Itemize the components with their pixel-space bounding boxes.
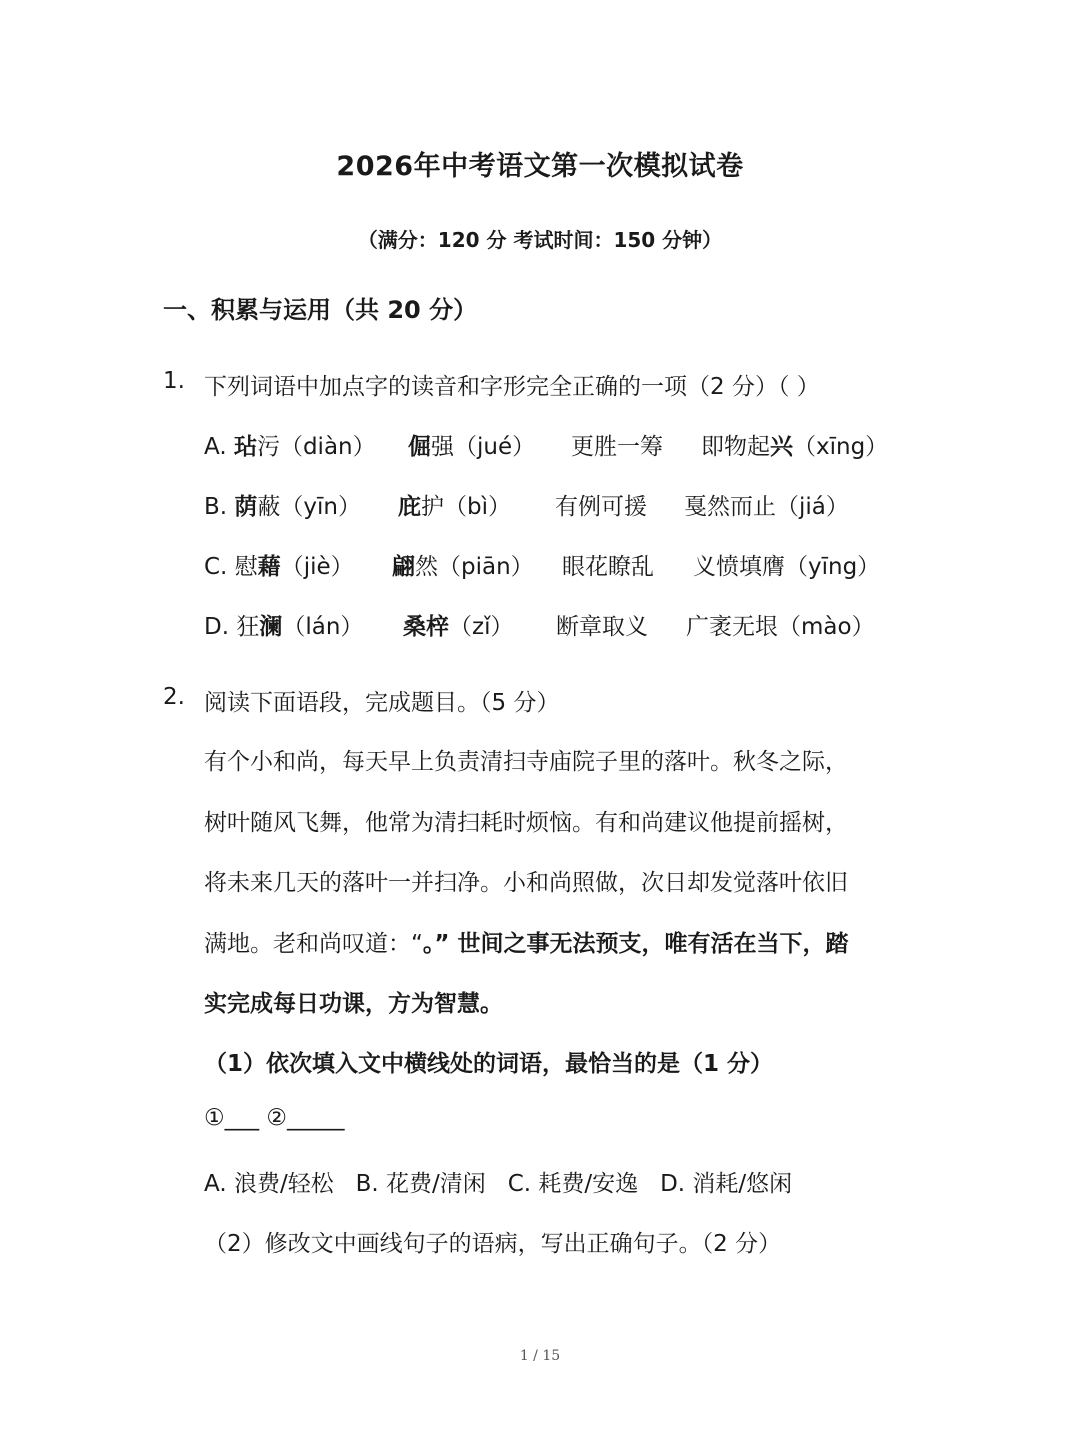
option-word-2: 桑梓（zǐ） (403, 614, 514, 640)
question-stem-2: 阅读下面语段，完成题目。（5 分） (204, 690, 560, 716)
option-word-4: 义愤填膺（yīng） (693, 554, 881, 580)
option-row-d (204, 608, 964, 642)
option-word-2: 倔强（jué） (408, 434, 536, 460)
option-word-3: 有例可援 (555, 494, 647, 520)
passage-line: 满地。老和尚叹道：“。” 世间之事无法预支，唯有活在当下，踏 (204, 931, 849, 957)
passage-line: 有个小和尚，每天早上负责清扫寺庙院子里的落叶。秋冬之际， (204, 749, 848, 775)
option-word-3: 眼花瞭乱 (562, 554, 654, 580)
option-letter: A. 玷污（diàn） (204, 434, 376, 460)
option-row-b (204, 488, 964, 522)
passage-line: 实完成每日功课，方为智慧。 (204, 991, 503, 1017)
sub-question-1-options: A. 浪费/轻松 B. 花费/清闲 C. 耗费/安逸 D. 消耗/悠闲 (204, 1171, 793, 1197)
option-word-3: 更胜一筹 (571, 434, 663, 460)
exam-info: （满分：120 分 考试时间：150 分钟） (357, 228, 723, 252)
option-letter: B. 荫蔽（yīn） (204, 494, 361, 520)
option-letter: C. 慰藉（jiè） (204, 554, 354, 580)
option-word-3: 断章取义 (556, 614, 648, 640)
option-letter: D. 狂澜（lán） (204, 614, 364, 640)
option-word-4: 即物起兴（xīng） (701, 434, 889, 460)
question-number-2: 2. (163, 684, 185, 710)
option-word-4: 广袤无垠（mào） (686, 614, 875, 640)
passage-line: 树叶随风飞舞，他常为清扫耗时烦恼。有和尚建议他提前摇树， (204, 810, 848, 836)
page-title: 2026年中考语文第一次模拟试卷 (336, 151, 744, 182)
passage-line: 将未来几天的落叶一并扫净。小和尚照做，次日却发觉落叶依旧 (204, 870, 848, 896)
option-row-a (204, 428, 964, 462)
option-word-2: 翩然（piān） (392, 554, 534, 580)
option-row-c (204, 548, 964, 582)
sub-question-2: （2）修改文中画线句子的语病，写出正确句子。（2 分） (204, 1231, 782, 1257)
option-word-2: 庇护（bì） (398, 494, 511, 520)
section-heading: 一、积累与运用（共 20 分） (163, 296, 478, 324)
question-stem-1: 下列词语中加点字的读音和字形完全正确的一项（2 分）（ ） (204, 374, 820, 400)
question-number-1: 1. (163, 368, 185, 394)
page-indicator: 1 / 15 (519, 1348, 561, 1364)
option-word-4: 戛然而止（jiá） (684, 494, 849, 520)
sub-question-1: （1）依次填入文中横线处的词语，最恰当的是（1 分） (204, 1051, 774, 1077)
fill-blanks: ①___ ②_____ (204, 1105, 345, 1131)
